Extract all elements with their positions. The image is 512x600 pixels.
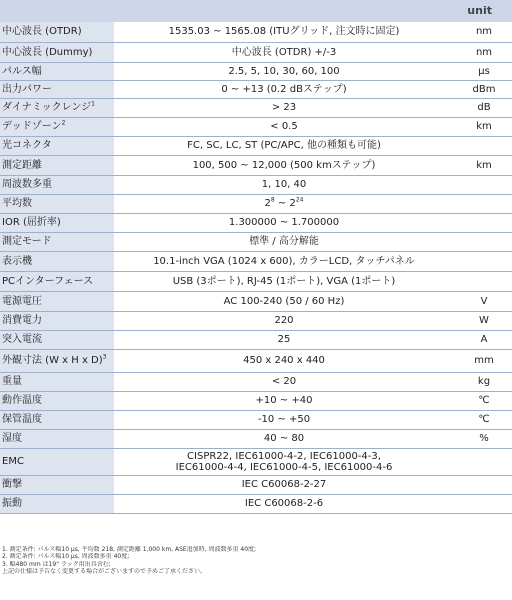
spec-value (114, 494, 454, 513)
spec-label (0, 475, 114, 494)
spec-label-text: 保管温度 (2, 414, 42, 425)
spec-value (114, 62, 454, 80)
spec-label (0, 42, 114, 62)
spec-label-text: 振動 (2, 498, 22, 509)
spec-unit: A (454, 330, 512, 349)
spec-value (114, 391, 454, 410)
spec-value (114, 311, 454, 330)
spec-value-text: 100, 500 ~ 12,000 (500 kmステップ) (192, 159, 376, 171)
spec-value-text: ~ 2 (274, 198, 296, 209)
spec-label-text: 重量 (2, 376, 22, 387)
spec-unit (454, 475, 512, 494)
table-row (0, 80, 512, 98)
spec-label-text: 中心波長 (Dummy) (2, 46, 93, 58)
spec-value (114, 175, 454, 194)
spec-label (0, 494, 114, 513)
spec-label (0, 155, 114, 175)
spec-label-text: 動作温度 (2, 395, 42, 406)
spec-value (114, 291, 454, 311)
spec-value-text: CISPR22, IEC61000-4-2, IEC61000-4-3, (187, 450, 381, 462)
spec-label (0, 175, 114, 194)
spec-value (114, 475, 454, 494)
spec-label-text: 外観寸法 (W x H x D) (2, 355, 103, 366)
spec-value-text: IEC C60068-2-6 (244, 498, 324, 509)
spec-value (114, 232, 454, 251)
table-row (0, 271, 512, 291)
table-header (0, 0, 512, 22)
table-row (0, 372, 512, 391)
spec-unit (454, 175, 512, 194)
spec-label (0, 22, 114, 42)
spec-value-text: 450 x 240 x 440 (243, 355, 325, 366)
table-row (0, 62, 512, 80)
spec-value-text: 1, 10, 40 (261, 179, 307, 190)
spec-label (0, 117, 114, 136)
spec-unit (454, 271, 512, 291)
spec-value-text: -10 ~ +50 (257, 414, 311, 425)
table-row (0, 232, 512, 251)
spec-label-text: ダイナミックレンジ (2, 102, 92, 113)
spec-value-text: 標準 / 高分解能 (249, 236, 319, 247)
spec-unit: km (454, 117, 512, 136)
table-row (0, 42, 512, 62)
spec-unit: μs (454, 62, 512, 80)
spec-unit: ℃ (454, 391, 512, 410)
spec-label (0, 251, 114, 271)
spec-label-text: 平均数 (2, 198, 32, 209)
spec-unit (454, 213, 512, 232)
footnote-2: 2. 測定条件: パルス幅10 μs, 周波数多重 40度; (2, 553, 130, 561)
spec-value-text: 2.5, 5, 10, 30, 60, 100 (228, 65, 340, 77)
spec-value-text: > 23 (271, 102, 297, 113)
spec-label (0, 232, 114, 251)
spec-unit (454, 136, 512, 155)
table-row (0, 391, 512, 410)
spec-value-text: 0 ~ +13 (0.2 dBステップ) (221, 83, 347, 95)
spec-value-text: < 0.5 (270, 121, 298, 132)
table-row (0, 475, 512, 494)
spec-label (0, 311, 114, 330)
spec-label (0, 62, 114, 80)
spec-unit: nm (454, 42, 512, 62)
spec-value-text: 1535.03 ~ 1565.08 (ITUグリッド, 注文時に固定) (168, 26, 400, 38)
spec-unit: % (454, 429, 512, 448)
spec-label (0, 349, 114, 372)
spec-label-text: 光コネクタ (2, 140, 52, 151)
spec-value (114, 22, 454, 42)
spec-value-text: IEC C60068-2-27 (241, 479, 327, 490)
table-row (0, 330, 512, 349)
table-row (0, 349, 512, 372)
table-row (0, 429, 512, 448)
spec-value (114, 349, 454, 372)
spec-value-text: 中心波長 (OTDR) +/-3 (231, 46, 337, 58)
spec-value (114, 372, 454, 391)
table-row (0, 213, 512, 232)
spec-label (0, 291, 114, 311)
spec-unit (454, 194, 512, 213)
spec-value (114, 251, 454, 271)
spec-unit: dB (454, 98, 512, 117)
spec-label (0, 80, 114, 98)
spec-value-text: 1.300000 ~ 1.700000 (228, 217, 340, 228)
spec-label-text: IOR (屈折率) (2, 217, 61, 228)
spec-label (0, 98, 114, 117)
spec-label-text: 周波数多重 (2, 179, 52, 190)
footnote-marker: 2 (61, 119, 66, 127)
spec-table (0, 22, 512, 514)
spec-value-text: 220 (274, 315, 294, 326)
spec-label (0, 410, 114, 429)
spec-value (114, 117, 454, 136)
spec-label-text: 測定モード (2, 236, 52, 247)
spec-unit (454, 448, 512, 475)
table-row (0, 448, 512, 475)
spec-value-text-line2: IEC61000-4-4, IEC61000-4-5, IEC61000-4-6 (175, 461, 393, 473)
spec-unit: W (454, 311, 512, 330)
table-row (0, 22, 512, 42)
spec-label (0, 271, 114, 291)
spec-value-text: USB (3ポート), RJ-45 (1ポート), VGA (1ポート) (172, 275, 396, 287)
unit-column-header: unit (467, 4, 492, 17)
spec-label (0, 136, 114, 155)
spec-value (114, 155, 454, 175)
spec-label-text: 出力パワー (2, 83, 52, 95)
spec-value (114, 330, 454, 349)
footnote-marker: 3 (102, 353, 107, 361)
spec-label-text: 表示機 (2, 255, 32, 267)
footnote-marker: 1 (91, 100, 95, 108)
footnote-1: 1. 測定条件: パルス幅10 μs, 平均数 218, 測定距離 1,000 km, ASE追加時, 周波数多重 40度; (2, 546, 257, 553)
table-row (0, 291, 512, 311)
spec-value-text: < 20 (271, 376, 297, 387)
spec-value (114, 80, 454, 98)
spec-value-text: 10.1-inch VGA (1024 x 600), カラーLCD, タッチパネル (153, 255, 415, 267)
spec-value-text: 2 (264, 198, 271, 209)
spec-unit: dBm (454, 80, 512, 98)
spec-unit: ℃ (454, 410, 512, 429)
exponent: 24 (295, 196, 304, 204)
spec-label-text: 電源電圧 (2, 295, 42, 307)
spec-value (114, 213, 454, 232)
spec-label (0, 372, 114, 391)
spec-unit: V (454, 291, 512, 311)
spec-label (0, 391, 114, 410)
table-row (0, 155, 512, 175)
spec-value (114, 448, 454, 475)
spec-label-text: パルス幅 (2, 65, 42, 77)
spec-unit: nm (454, 22, 512, 42)
spec-label-text: PCインターフェース (2, 275, 94, 287)
spec-value (114, 98, 454, 117)
spec-unit: mm (454, 349, 512, 372)
spec-label-text: 湿度 (2, 433, 22, 444)
spec-label (0, 194, 114, 213)
spec-value (114, 410, 454, 429)
spec-value (114, 429, 454, 448)
spec-label (0, 429, 114, 448)
spec-value (114, 136, 454, 155)
spec-label (0, 330, 114, 349)
spec-value-text: 25 (277, 334, 291, 345)
table-row (0, 494, 512, 513)
spec-value (114, 271, 454, 291)
table-row (0, 117, 512, 136)
spec-label (0, 213, 114, 232)
spec-value (114, 42, 454, 62)
spec-label-text: EMC (2, 456, 24, 467)
spec-unit (454, 251, 512, 271)
spec-value (114, 194, 454, 213)
spec-value-text: FC, SC, LC, ST (PC/APC, 他の種類も可能) (187, 140, 381, 151)
spec-unit (454, 232, 512, 251)
spec-label-text: 衝撃 (2, 479, 22, 490)
table-row (0, 98, 512, 117)
table-row (0, 410, 512, 429)
spec-label-text: 突入電流 (2, 334, 42, 345)
spec-value-text: 40 ~ 80 (263, 433, 305, 444)
spec-label-text: 消費電力 (2, 315, 42, 326)
table-row (0, 251, 512, 271)
table-row (0, 311, 512, 330)
spec-unit (454, 494, 512, 513)
spec-label-text: 測定距離 (2, 159, 42, 171)
spec-unit: kg (454, 372, 512, 391)
exponent: 8 (270, 196, 275, 204)
spec-value-text: AC 100-240 (50 / 60 Hz) (223, 295, 345, 307)
footnotes (2, 546, 510, 576)
spec-unit: km (454, 155, 512, 175)
spec-label-text: 中心波長 (OTDR) (2, 26, 82, 38)
spec-label-text: デッドゾーン (2, 121, 62, 132)
disclaimer-note: 上記の仕様は予告なく変更する場合がございますので予めご了承ください。 (2, 568, 207, 576)
footnote-3: 3. 幅480 mm は19" ラック用出具含む; (2, 560, 111, 568)
spec-label (0, 448, 114, 475)
table-row (0, 175, 512, 194)
table-row (0, 194, 512, 213)
spec-value-text: +10 ~ +40 (255, 395, 313, 406)
table-row (0, 136, 512, 155)
